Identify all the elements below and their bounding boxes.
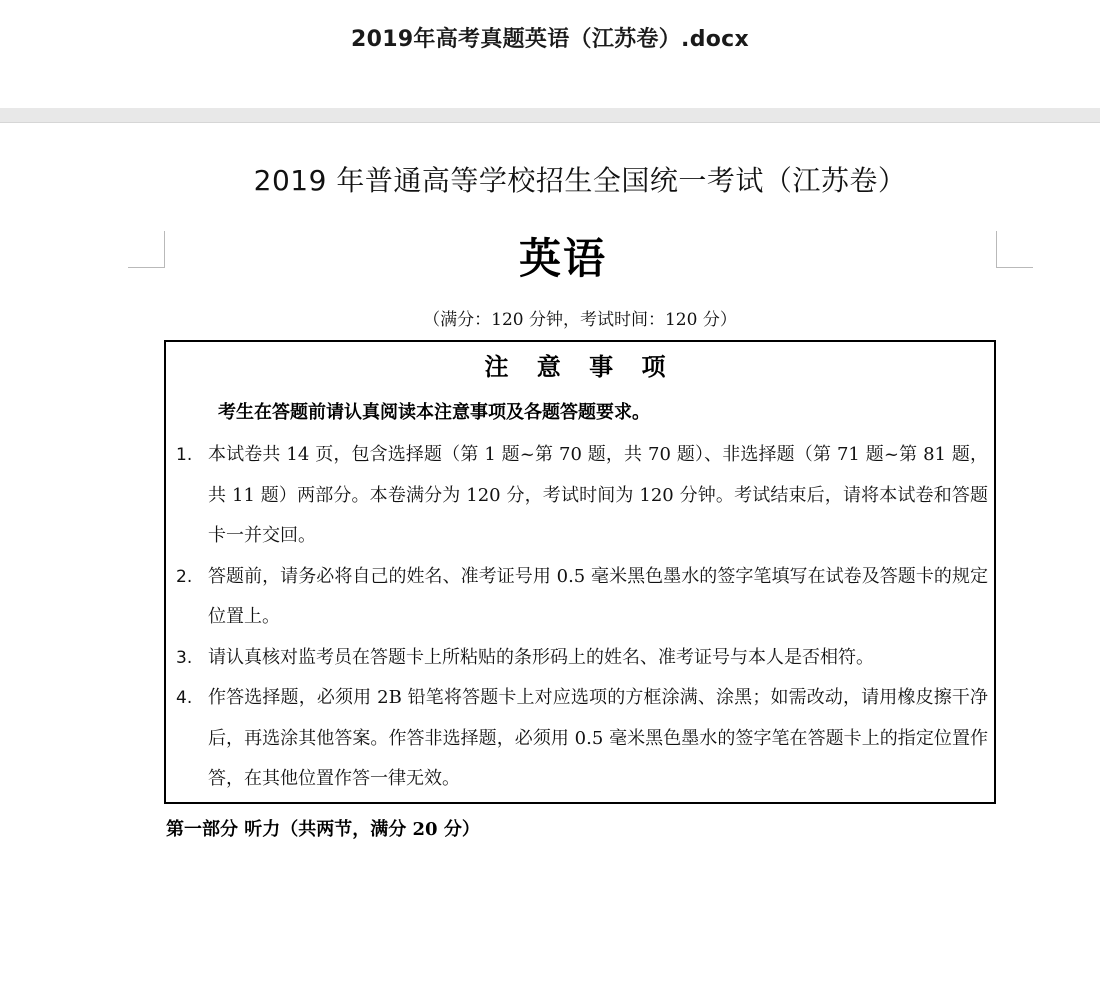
notice-item-number: 1. [176,445,193,465]
notice-box [164,340,996,804]
section-heading-listening: 第一部分 听力（共两节，满分 20 分） [166,819,480,840]
notice-item-number: 3. [176,647,193,668]
notice-item-number: 4. [176,688,193,708]
notice-list [174,435,988,800]
notice-item-text: 本试卷共 14 页，包含选择题（第 1 题~第 70 题，共 70 题）、非选择题（第 71 题~第 81 题，共 11 题）两部分。本卷满分为 120 分，考试时间为 120 分钟。考试结束后，请将本试卷和答题卡一并交回。 [208,444,988,546]
notice-heading: 注 意 事 项 [484,352,676,381]
notice-intro: 考生在答题前请认真阅读本注意事项及各题答题要求。 [218,402,650,423]
notice-item-1 [174,435,988,557]
notice-item-3 [174,638,988,679]
notice-item-number: 2. [176,566,193,587]
notice-item-2 [174,557,988,638]
title-bar [0,0,1100,108]
notice-item-text: 请认真核对监考员在答题卡上所粘贴的条形码上的姓名、准考证号与本人是否相符。 [208,646,874,668]
notice-item-text: 作答选择题，必须用 2B 铅笔将答题卡上对应选项的方框涂满、涂黑；如需改动，请用橡皮擦干净后，再选涂其他答案。作答非选择题，必须用 0.5 毫米黑色墨水的签字笔在答题卡上的指定位置作答，在其他位置作答一律无效。 [208,687,988,789]
subject-heading: 英语 [518,234,607,283]
notice-item-text: 答题前，请务必将自己的姓名、准考证号用 0.5 毫米黑色墨水的签字笔填写在试卷及答题卡的规定位置上。 [208,565,988,627]
window-title: 2019年高考真题英语（江苏卷）.docx [351,27,749,52]
notice-item-4 [174,678,988,800]
score-time-line: （满分：120 分钟，考试时间：120 分） [423,310,737,330]
page-gap [0,108,1100,123]
document-title: 2019 年普通高等学校招生全国统一考试（江苏卷） [253,164,907,197]
